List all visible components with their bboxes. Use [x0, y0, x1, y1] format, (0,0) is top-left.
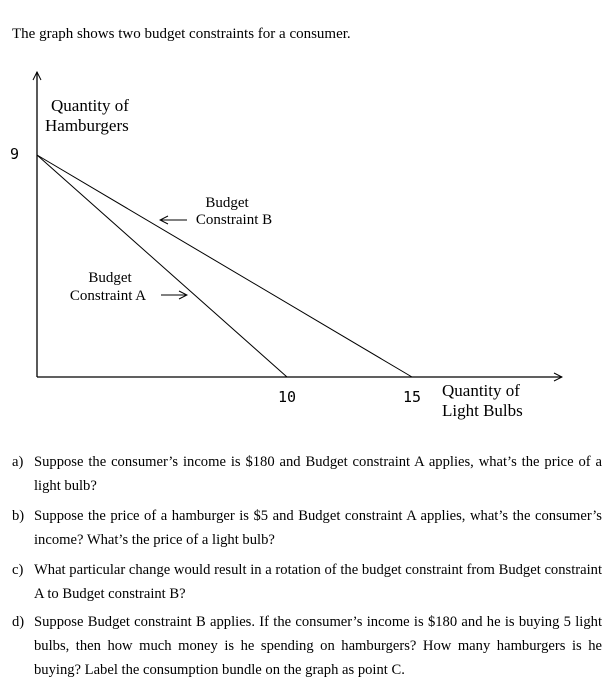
question-c-text: What particular change would result in a rotation of the budget constraint from Budget constraint A to Budget constraint B? — [34, 562, 602, 602]
question-b-label: b) — [12, 508, 25, 524]
intro-text: The graph shows two budget constraints for a consumer. — [12, 26, 351, 42]
constraint-b-label-line2: Constraint B — [195, 212, 273, 228]
constraint-b-label-line1: Budget — [205, 195, 249, 211]
constraint-a-label-line1: Budget — [88, 270, 132, 286]
y-axis-label-line2: Hamburgers — [45, 116, 129, 135]
budget-constraint-graph — [0, 60, 614, 430]
constraint-a-label-line2: Constraint A — [69, 288, 147, 304]
question-c-label: c) — [12, 562, 24, 578]
question-d-text: Suppose Budget constraint B applies. If the consumer’s income is $180 and he is buying 5 light bulbs, then how much money is he spending on hamburgers? How many hamburgers is he buying? Label the consumption bundle on the graph as point C. — [34, 614, 602, 678]
budget-constraint-a-line — [37, 155, 287, 377]
question-a-label: a) — [12, 454, 24, 470]
question-a-text: Suppose the consumer’s income is $180 and Budget constraint A applies, what’s the price of a light bulb? — [34, 454, 602, 494]
question-b-text: Suppose the price of a hamburger is $5 and Budget constraint A applies, what’s the consumer’s income? What’s the price of a light bulb? — [34, 508, 602, 548]
question-d-label: d) — [12, 614, 25, 630]
y-tick-label: 9 — [10, 145, 20, 163]
budget-constraint-b-line — [37, 155, 412, 377]
x-axis-label-line1: Quantity of — [442, 381, 520, 400]
y-axis-label-line1: Quantity of — [51, 96, 129, 115]
x-tick-label: 15 — [402, 388, 422, 406]
x-tick-label: 10 — [277, 388, 297, 406]
x-axis-label-line2: Light Bulbs — [442, 401, 523, 420]
